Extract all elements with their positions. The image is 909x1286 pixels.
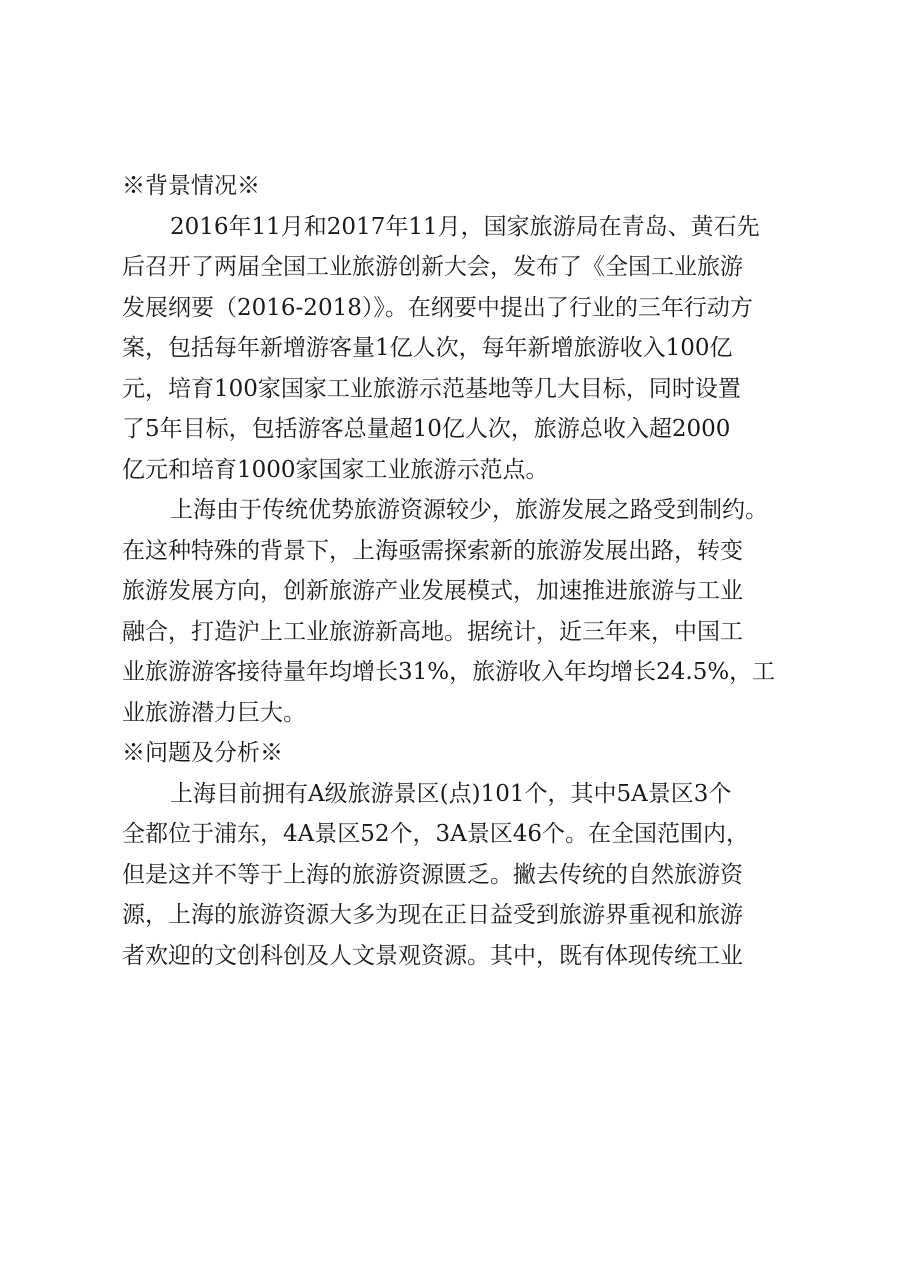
- paragraph-line: 全都位于浦东，4A景区52个，3A景区46个。在全国范围内，: [122, 821, 750, 847]
- section-heading-background: ※背景情况※: [122, 173, 260, 199]
- paragraph-line: 亿元和培育1000家国家工业旅游示范点。: [122, 456, 549, 483]
- paragraph-line: 后召开了两届全国工业旅游创新大会，发布了《全国工业旅游: [122, 254, 743, 280]
- paragraph-line: 融合，打造沪上工业旅游新高地。据统计，近三年来，中国工: [122, 618, 743, 645]
- paragraph-line: 源，上海的旅游资源大多为现在正日益受到旅游界重视和旅游: [122, 902, 743, 928]
- paragraph-line: 元，培育100家国家工业旅游示范基地等几大目标，同时设置: [122, 375, 741, 402]
- paragraph-shanghai-context: [122, 490, 794, 733]
- paragraph-line: 上海目前拥有A级旅游景区(点)101个，其中5A景区3个: [170, 780, 732, 807]
- paragraph-line: 在这种特殊的背景下，上海亟需探索新的旅游发展出路，转变: [122, 537, 743, 564]
- paragraph-policy: [122, 207, 794, 491]
- paragraph-scenic-areas: [122, 774, 794, 977]
- paragraph-line: 业旅游游客接待量年均增长31%，旅游收入年均增长24.5%，工: [122, 659, 776, 685]
- paragraph-line: 者欢迎的文创科创及人文景观资源。其中，既有体现传统工业: [122, 942, 743, 969]
- paragraph-line: 但是这并不等于上海的旅游资源匮乏。撇去传统的自然旅游资: [122, 861, 743, 888]
- paragraph-line: 了5年目标，包括游客总量超10亿人次，旅游总收入超2000: [122, 416, 731, 442]
- section-heading-problems: ※问题及分析※: [122, 740, 283, 766]
- paragraph-line: 上海由于传统优势旅游资源较少，旅游发展之路受到制约。: [170, 497, 768, 523]
- paragraph-line: 案，包括每年新增游客量1亿人次，每年新增旅游收入100亿: [122, 335, 733, 361]
- document-body: [122, 166, 794, 976]
- paragraph-line: 旅游发展方向，创新旅游产业发展模式，加速推进旅游与工业: [122, 578, 743, 604]
- paragraph-line: 2016年11月和2017年11月，国家旅游局在青岛、黄石先: [170, 213, 760, 240]
- paragraph-line: 发展纲要（2016-2018）》。在纲要中提出了行业的三年行动方: [122, 294, 753, 321]
- paragraph-line: 业旅游潜力巨大。: [122, 699, 306, 726]
